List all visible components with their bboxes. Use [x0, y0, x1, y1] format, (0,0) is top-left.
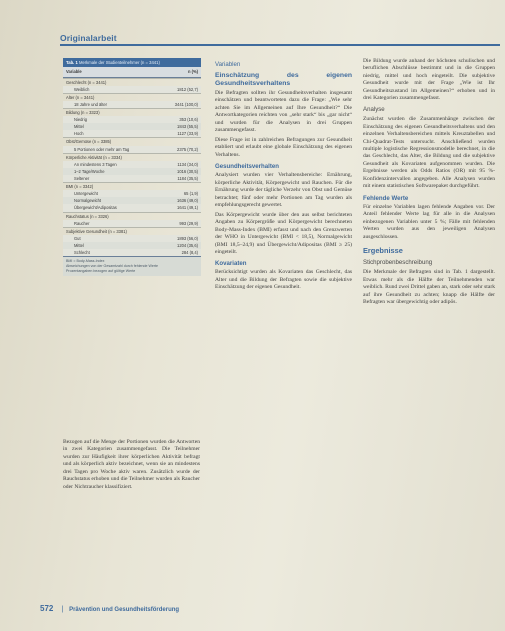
- paragraph: Zunächst wurden die Zusammenhänge zwischen der Einschätzung des eigenen Gesundheitsverhaltens und den einzelnen Verhaltensbereichen mittels Kreuztabellen und Chi-Quadrat-Tests untersucht. Anschließend wurden multiple logistische Regressionsmodelle berechnet, in die das Geschlecht, das Alter, die Bildung und die subjektive Gesundheit als Kovariaten aufgenommen wurden. Die Ergebnisse werden als Odds Ratios (OR) mit 95 %-Konfidenzintervallen angegeben. Alle Analysen wurden mit einem statistischen Softwarepaket durchgeführt.: [363, 116, 495, 190]
- section-divider: [60, 44, 500, 46]
- cell-label: 18 Jahre und älter: [74, 101, 107, 107]
- cell-label: Obst/Gemüse (n = 3385): [66, 139, 112, 145]
- paragraph: Berücksichtigt wurden als Kovariaten das Geschlecht, das Alter und die Bildung der Befragten sowie die subjektive Einschätzung der eigenen Gesundheit.: [215, 269, 352, 291]
- cell-value: 284 (8,4): [181, 250, 198, 256]
- table-row: [63, 153, 201, 161]
- table-row: [63, 212, 201, 220]
- cell-value: 993 (29,9): [179, 220, 198, 226]
- paragraph: Bezogen auf die Menge der Portionen wurden die Antworten in zwei Kategorien zusammengefasst. Die Teilnehmer wurden zur Häufigkeit ihrer körperlichen Aktivität befragt und als körperlich aktiv bezeichnet, wenn sie an mindestens drei Tagen pro Woche aktiv waren. Zusätzlich wurde der Rauchstatus erhoben und die Teilnehmer wurden als Raucher oder Nichtraucher klassifiziert.: [63, 439, 200, 490]
- table-row: [63, 190, 201, 197]
- text-column-right: [363, 58, 495, 309]
- cell-label: Gut: [74, 235, 81, 241]
- cell-value: 1636 (49,0): [177, 198, 198, 204]
- table-row: [63, 235, 201, 242]
- paragraph: Die Bildung wurde anhand der höchsten schulischen und beruflichen Abschlüsse bestimmt und in die Gruppen niedrig, mittel und hoch eingeteilt. Die subjektive Gesundheit wurde mit der Frage „Wie ist Ihr Gesundheitszustand im Allgemeinen?“ erhoben und in drei Kategorien zusammengefasst.: [363, 58, 495, 102]
- heading-analyse: Analyse: [363, 105, 385, 113]
- heading-gesundheitsverhalten: Gesundheitsverhalten: [215, 163, 280, 171]
- table-row: [63, 116, 201, 123]
- cell-value: 353 (10,6): [179, 117, 198, 123]
- cell-value: 1204 (35,6): [177, 242, 198, 248]
- cell-label: Hoch: [74, 131, 84, 137]
- table-number: Tab. 1: [66, 60, 78, 65]
- table-row: [63, 78, 201, 86]
- text-column-middle: [215, 58, 352, 294]
- cell-value: 1134 (34,0): [177, 161, 198, 167]
- table-header: [63, 67, 201, 77]
- heading-ergebnisse: Ergebnisse: [363, 246, 403, 256]
- table-row: [63, 242, 201, 249]
- table-row: [63, 220, 201, 227]
- cell-label: Weiblich: [74, 86, 90, 92]
- heading-fehlende-werte: Fehlende Werte: [363, 194, 409, 202]
- table-body: [63, 78, 201, 257]
- cell-value: 1812 (52,7): [177, 86, 198, 92]
- table-row: [63, 227, 201, 235]
- col-header-value: n (%): [187, 69, 198, 75]
- heading-variablen: Variablen: [215, 61, 241, 68]
- cell-label: Seltener: [74, 175, 90, 181]
- cell-label: Geschlecht (n = 3441): [66, 79, 107, 85]
- cell-label: Übergewicht/Adipositas: [74, 205, 117, 211]
- table-row: [63, 182, 201, 190]
- cell-value: 65 (1,9): [183, 191, 198, 197]
- cell-label: Schlecht: [74, 250, 90, 256]
- cell-label: 1–2 Tage/Woche: [74, 168, 105, 174]
- table-footnotes: [63, 256, 201, 276]
- cell-label: Alter (n = 3441): [66, 94, 95, 100]
- table-row: [63, 108, 201, 116]
- table-row: [63, 249, 201, 256]
- cell-value: 1184 (35,5): [177, 175, 198, 181]
- cell-label: Subjektive Gesundheit (n = 3381): [66, 228, 127, 234]
- table-row: [63, 146, 201, 153]
- table-footnote: Prozentangaben bezogen auf gültige Werte: [66, 269, 136, 274]
- heading-einschaetzung: Einschätzung des eigenen Gesundheitsverhaltens: [215, 72, 352, 87]
- table-caption: [63, 58, 201, 67]
- cell-label: Niedrig: [74, 117, 87, 123]
- cell-label: Mittel: [74, 242, 84, 248]
- table-row: [63, 204, 201, 211]
- table-row: [63, 197, 201, 204]
- table-row: [63, 130, 201, 137]
- page-footer: [40, 604, 179, 613]
- section-heading: Originalarbeit: [60, 33, 117, 43]
- cell-label: Normalgewicht: [74, 198, 102, 204]
- characteristics-table: [63, 58, 201, 276]
- heading-stichprobe: Stichprobenbeschreibung: [363, 259, 433, 267]
- table-row: [63, 137, 201, 145]
- paragraph: Analysiert wurden vier Verhaltensbereiche: Ernährung, körperliche Aktivität, Körpergewicht und Rauchen. Für die Ernährung wurde der tägliche Verzehr von Obst und Gemüse betrachtet; fünf oder mehr Portionen am Tag wurden als empfehlungsgerecht gewertet.: [215, 172, 352, 209]
- table-row: [63, 101, 201, 108]
- table-row: [63, 168, 201, 175]
- cell-label: BMI (n = 3342): [66, 184, 94, 190]
- cell-value: 2375 (70,2): [177, 146, 198, 152]
- table-row: [63, 175, 201, 182]
- table-row: [63, 93, 201, 101]
- journal-name: Prävention und Gesundheitsförderung: [69, 607, 180, 613]
- cell-value: 1641 (49,1): [177, 205, 198, 211]
- cell-label: Raucher: [74, 220, 90, 226]
- heading-kovariaten: Kovariaten: [215, 260, 247, 268]
- col-header-variable: Variable: [66, 69, 82, 75]
- cell-label: An mindestens 3 Tagen: [74, 161, 117, 167]
- cell-label: Rauchstatus (n = 3326): [66, 213, 109, 219]
- cell-value: 1016 (30,5): [177, 168, 198, 174]
- paragraph: Diese Frage ist in zahlreichen Befragungen zur Gesundheit etabliert und erlaubt eine globale Einschätzung des eigenen Verhaltens.: [215, 136, 352, 158]
- paragraph: Die Merkmale der Befragten sind in Tab. 1 dargestellt. Etwas mehr als die Hälfte der Teilnehmenden war weiblich. Rund zwei Drittel gaben an, stark oder sehr stark auf ihre Gesundheit zu achten; knapp die Hälfte der Befragten war übergewichtig oder adipös.: [363, 269, 495, 306]
- paragraph: Die Befragten sollten ihr Gesundheitsverhalten insgesamt einschätzen und beantworteten dazu die Frage: „Wie sehr achten Sie im Allgemeinen auf Ihre Gesundheit?“ Die Antwortkategorien reichten von „sehr stark“ bis „gar nicht“ und wurden für die Analysen in drei Gruppen zusammengefasst.: [215, 89, 352, 134]
- paragraph: Das Körpergewicht wurde über den aus selbst berichteten Angaben zu Körpergröße und Körpergewicht berechneten Body-Mass-Index (BMI) erfasst und nach den Grenzwerten der WHO in Untergewicht (BMI < 18,5), Normalgewicht (BMI 18,5–24,9) und Übergewicht/Adipositas (BMI ≥ 25) eingeteilt.: [215, 211, 352, 255]
- cell-label: Mittel: [74, 124, 84, 130]
- table-row: [63, 86, 201, 93]
- text-column-left: [63, 439, 200, 493]
- table-caption-text: Merkmale der Studienteilnehmer (n = 3441): [78, 60, 160, 65]
- table-footnote: BMI = Body-Mass-Index: [66, 259, 105, 264]
- cell-label: 5 Portionen oder mehr am Tag: [74, 146, 130, 152]
- table-row: [63, 123, 201, 130]
- footer-separator: |: [61, 606, 64, 613]
- cell-value: 1893 (56,0): [177, 235, 198, 241]
- cell-value: 1127 (33,9): [177, 131, 198, 137]
- cell-label: Körperliche Aktivität (n = 3334): [66, 154, 122, 160]
- cell-label: Untergewicht: [74, 191, 98, 197]
- page-number: 572: [40, 604, 54, 613]
- cell-value: 1843 (55,5): [177, 124, 198, 130]
- paragraph: Für einzelne Variablen lagen fehlende Angaben vor. Der Anteil fehlender Werte lag für alle in die Analysen einbezogenen Variablen unter 5 %; Fälle mit fehlenden Werten wurden aus den jeweiligen Analysen ausgeschlossen.: [363, 203, 495, 240]
- table-footnote: Abweichungen von der Gesamtzahl durch fehlende Werte: [66, 264, 159, 269]
- cell-value: 3441 (100,0): [174, 101, 198, 107]
- table-row: [63, 161, 201, 168]
- cell-label: Bildung (n = 3323): [66, 110, 100, 115]
